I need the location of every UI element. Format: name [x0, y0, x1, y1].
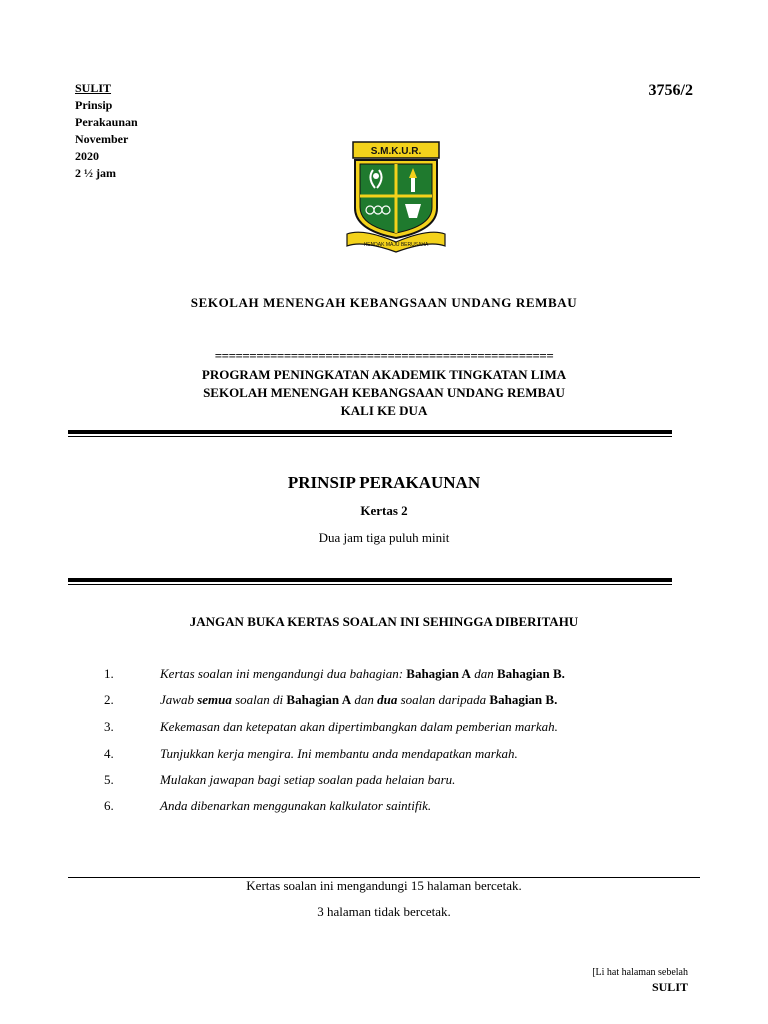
- printed-pages-note: Kertas soalan ini mengandungi 15 halaman bercetak.: [246, 878, 522, 893]
- instruction-text: Jawab semua soalan di Bahagian A dan dua soalan daripada Bahagian B.: [160, 692, 558, 707]
- divider-bottom: [68, 578, 672, 585]
- school-name: SEKOLAH MENENGAH KEBANGSAAN UNDANG REMBAU: [190, 295, 578, 310]
- school-crest-logo: [343, 138, 449, 254]
- subject-line-1: Prinsip: [75, 98, 113, 112]
- exam-duration: Dua jam tiga puluh minit: [318, 530, 450, 545]
- divider-top: [68, 430, 672, 437]
- footer-classification: SULIT: [651, 980, 688, 994]
- exam-year: 2020: [75, 149, 99, 163]
- program-line-3: KALI KE DUA: [340, 403, 428, 418]
- instruction-number: 5.: [104, 772, 114, 787]
- instruction-number: 2.: [104, 692, 114, 707]
- separator-line: =================================================: [214, 348, 554, 363]
- instruction-text: Mulakan jawapan bagi setiap soalan pada helaian baru.: [160, 772, 456, 787]
- instruction-number: 1.: [104, 666, 114, 681]
- see-next-page-note: [Li hat halaman sebelah: [592, 967, 688, 978]
- program-line-2: SEKOLAH MENENGAH KEBANGSAAN UNDANG REMBAU: [203, 385, 565, 400]
- exam-duration-short: 2 ½ jam: [75, 166, 116, 180]
- instruction-text: Kekemasan dan ketepatan akan dipertimbangkan dalam pemberian markah.: [160, 719, 558, 734]
- program-line-1: PROGRAM PENINGKATAN AKADEMIK TINGKATAN LIMA: [201, 367, 567, 382]
- instruction-number: 3.: [104, 719, 114, 734]
- svg-text:S.M.K.U.R.: S.M.K.U.R.: [370, 146, 422, 157]
- header-info: [75, 80, 138, 182]
- instruction-text: Kertas soalan ini mengandungi dua bahagian: Bahagian A dan Bahagian B.: [160, 666, 565, 681]
- subject-line-2: Perakaunan: [75, 115, 138, 129]
- instruction-text: Tunjukkan kerja mengira. Ini membantu anda mendapatkan markah.: [160, 746, 518, 761]
- instruction-text: Anda dibenarkan menggunakan kalkulator saintifik.: [160, 798, 432, 813]
- paper-code: 3756/2: [648, 82, 693, 99]
- exam-subject: PRINSIP PERAKAUNAN: [287, 473, 481, 492]
- warning-notice: JANGAN BUKA KERTAS SOALAN INI SEHINGGA DIBERITAHU: [189, 614, 579, 629]
- instruction-number: 4.: [104, 746, 114, 761]
- exam-paper: Kertas 2: [360, 503, 408, 518]
- exam-month: November: [75, 132, 129, 146]
- blank-pages-note: 3 halaman tidak bercetak.: [317, 904, 451, 919]
- classification-label: SULIT: [75, 81, 112, 95]
- svg-text:HENDAK MAJU BERUSAHA: HENDAK MAJU BERUSAHA: [363, 242, 429, 248]
- program-title: [0, 366, 768, 420]
- instruction-number: 6.: [104, 798, 114, 813]
